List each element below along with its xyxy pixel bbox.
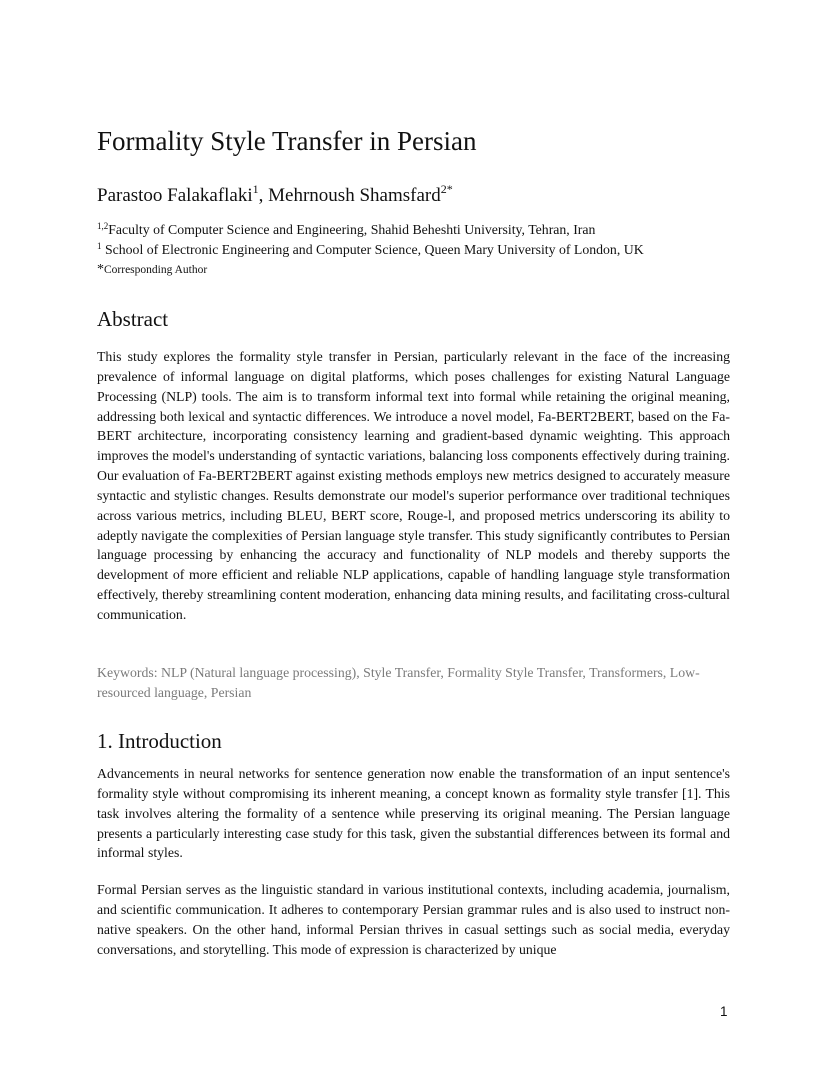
affiliation-text: Faculty of Computer Science and Engineering, Shahid Beheshti University, Tehran, Iran — [108, 222, 596, 237]
introduction-paragraph: Advancements in neural networks for sentence generation now enable the transformation of an input sentence's formality style without compromising its inherent meaning, a concept known as formality style transfer [1]. This task involves altering the formality of a sentence while preserving its original meaning. The Persian language presents a particularly interesting case study for this task, given the substantial differences between its formal and informal styles. — [97, 766, 730, 861]
abstract-body: This study explores the formality style transfer in Persian, particularly relevant in the face of the increasing prevalence of informal language on digital platforms, which poses challenges for existing Natural Language Processing (NLP) tools. The aim is to transform informal text into formal while retaining the original meaning, addressing both lexical and syntactic differences. We introduce a novel model, Fa-BERT2BERT, based on the Fa-BERT architecture, incorporating consistency learning and gradient-based dynamic weighting. This approach improves the model's understanding of syntactic variations, balancing loss components effectively during training. Our evaluation of Fa-BERT2BERT against existing methods employs new metrics designed to accurately measure syntactic and stylistic changes. Results demonstrate our model's superior performance over traditional techniques across various metrics, including BLEU, BERT score, Rouge-l, and proposed metrics underscoring its ability to adeptly navigate the complexities of Persian language style transfer. This study significantly contributes to Persian language processing by enhancing the accuracy and functionality of NLP models and thereby supports the development of more efficient and reliable NLP applications, capable of handling language style transformation effectively, thereby streamlining content moderation, enhancing data mining results, and facilitating cross-cultural communication. — [97, 349, 730, 622]
corresponding-marker: * — [97, 262, 104, 277]
author-name: Parastoo Falakaflaki — [97, 185, 253, 206]
keywords: Keywords: NLP (Natural language processing), Style Transfer, Formality Style Transfer, Transformers, Low-resourced language, Persian — [97, 665, 700, 700]
introduction-paragraph: Formal Persian serves as the linguistic standard in various institutional contexts, including academia, journalism, and scientific communication. It adheres to contemporary Persian grammar rules and is also used to instruct non-native speakers. On the other hand, informal Persian thrives in casual settings such as social media, everyday conversations, and storytelling. This mode of expression is characterized by unique — [97, 882, 730, 957]
affiliation-line — [97, 240, 644, 260]
author-name: Mehrnoush Shamsfard — [268, 185, 441, 206]
affiliation-marker: 1,2 — [97, 221, 109, 231]
page-number: 1 — [720, 1004, 728, 1019]
affiliation-text: School of Electronic Engineering and Computer Science, Queen Mary University of London, UK — [101, 242, 644, 257]
affiliation-marker: 1 — [97, 241, 102, 251]
corresponding-author-note — [97, 260, 644, 280]
corresponding-text: Corresponding Author — [104, 264, 208, 276]
author-list — [97, 184, 453, 208]
author-separator: , — [258, 185, 269, 206]
paper-title: Formality Style Transfer in Persian — [97, 126, 477, 156]
author-affiliation-marker: 1 — [252, 182, 259, 196]
affiliation-line — [97, 220, 644, 240]
author-affiliation-marker: 2* — [440, 182, 453, 196]
abstract-heading: Abstract — [97, 307, 169, 331]
introduction-heading: 1. Introduction — [97, 729, 222, 753]
affiliation-list — [97, 220, 644, 280]
